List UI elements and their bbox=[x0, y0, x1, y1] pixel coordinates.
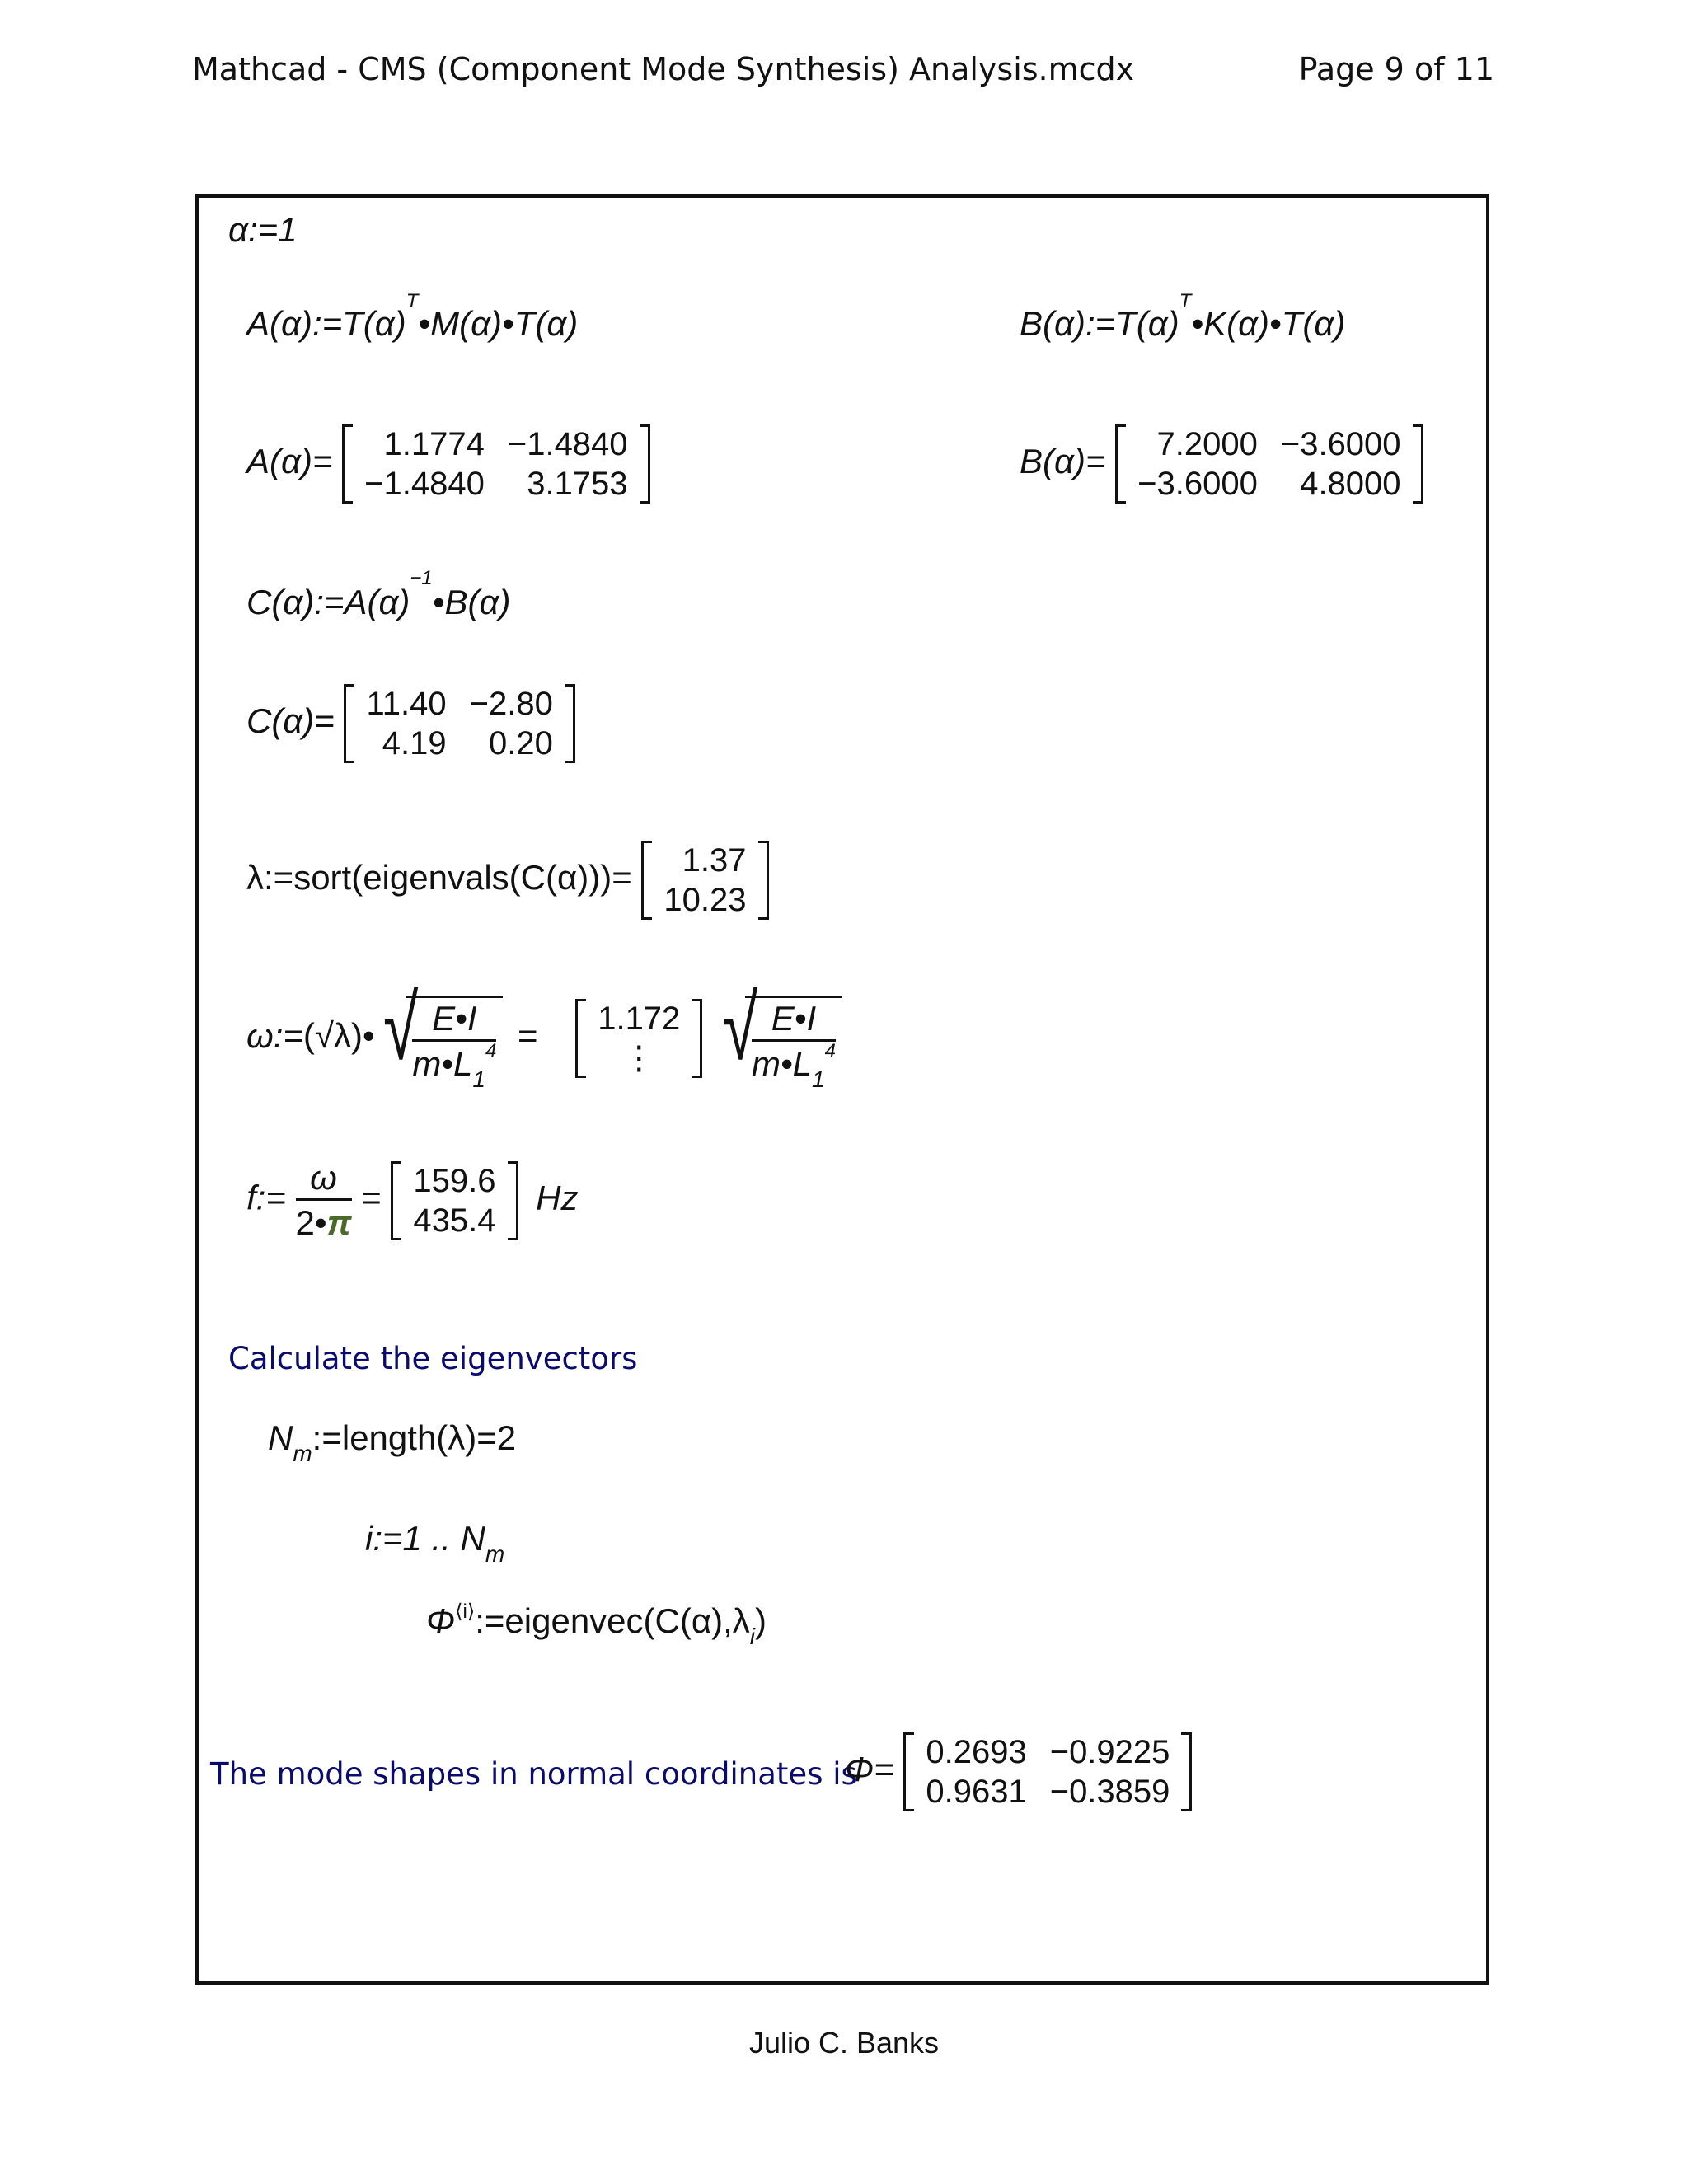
matrix-cell: 4.8000 bbox=[1300, 466, 1401, 502]
B-def-lhs: B(α):=T(α) bbox=[1020, 304, 1179, 343]
radical bbox=[745, 996, 842, 1092]
den-text: m•L bbox=[751, 1044, 813, 1083]
matrix-cell: 0.20 bbox=[488, 725, 553, 762]
equals-sign: = bbox=[361, 1178, 382, 1217]
Nm-subscript: m bbox=[293, 1441, 312, 1466]
matrix-cell: 0.9631 bbox=[926, 1774, 1027, 1810]
equals-sign: = bbox=[518, 1016, 538, 1056]
inverse-mark: −1 bbox=[410, 567, 433, 589]
omega-vector bbox=[575, 999, 702, 1078]
transpose-mark: T bbox=[1179, 290, 1192, 312]
Nm-definition[interactable] bbox=[268, 1418, 517, 1466]
fraction-denominator bbox=[751, 1040, 836, 1092]
A-def-lhs: A(α):=T(α) bbox=[246, 304, 406, 343]
phi-definition[interactable] bbox=[426, 1601, 767, 1649]
den-superscript: 4 bbox=[824, 1040, 836, 1062]
i-range-definition[interactable] bbox=[365, 1519, 505, 1567]
document-title: Mathcad - CMS (Component Mode Synthesis) Analysis.mcdx bbox=[192, 51, 1135, 87]
frequency-vector bbox=[391, 1161, 518, 1240]
B-matrix bbox=[1115, 424, 1423, 504]
matrix-cell: 3.1753 bbox=[527, 466, 628, 502]
matrix-cell: 1.172 bbox=[598, 1001, 681, 1037]
phi-evaluation[interactable] bbox=[845, 1732, 1192, 1811]
matrix-cell: 0.2693 bbox=[926, 1734, 1027, 1770]
Nm-symbol: N bbox=[268, 1418, 293, 1457]
matrix-cell: 10.23 bbox=[663, 882, 747, 918]
den-subscript: 1 bbox=[812, 1066, 825, 1092]
A-def-rhs: •M(α)•T(α) bbox=[418, 304, 579, 343]
matrix-cell: −2.80 bbox=[469, 686, 553, 722]
vectorized-sqrt-lambda: (√λ) bbox=[302, 1016, 363, 1056]
lambda-vector bbox=[641, 841, 768, 920]
C-def-lhs: C(α):=A(α) bbox=[246, 583, 410, 621]
den-text: 2• bbox=[295, 1203, 327, 1242]
C-def-rhs: •B(α) bbox=[432, 583, 511, 621]
page-number: Page 9 of 11 bbox=[1298, 51, 1494, 87]
omega-definition[interactable] bbox=[246, 996, 842, 1092]
fraction-numerator: √ E•I bbox=[752, 1001, 836, 1042]
phi-rhs: :=eigenvec(C(α),λ bbox=[475, 1601, 750, 1640]
matrix-cell: −3.6000 bbox=[1280, 426, 1401, 462]
B-definition[interactable] bbox=[1020, 290, 1346, 343]
matrix-cell: −0.9225 bbox=[1049, 1734, 1170, 1770]
omega-lhs: ω:= bbox=[246, 1016, 303, 1056]
phi-close: ) bbox=[755, 1601, 767, 1640]
phi-superscript: ⟨i⟩ bbox=[455, 1601, 476, 1623]
footer-author: Julio C. Banks bbox=[748, 2026, 940, 2060]
matrix-cell: −0.3859 bbox=[1049, 1774, 1170, 1810]
C-matrix bbox=[344, 684, 574, 763]
fraction bbox=[412, 999, 497, 1092]
dot-operator: • bbox=[362, 1016, 375, 1056]
mode-shapes-text: The mode shapes in normal coordinates is bbox=[210, 1756, 857, 1792]
matrix-cell: 11.40 bbox=[366, 686, 447, 722]
phi-subscript: i bbox=[749, 1624, 756, 1649]
fraction-numerator: √ E•I bbox=[412, 1001, 496, 1042]
matrix-cell: 1.1774 bbox=[383, 426, 485, 462]
pi-constant: π bbox=[326, 1203, 352, 1242]
fraction-denominator bbox=[296, 1201, 352, 1240]
worksheet-frame bbox=[195, 194, 1489, 1985]
fraction-denominator bbox=[412, 1040, 497, 1092]
matrix-cell: 435.4 bbox=[413, 1202, 496, 1239]
transpose-mark: T bbox=[406, 290, 419, 312]
matrix-cell: 159.6 bbox=[413, 1162, 496, 1199]
A-evaluation[interactable] bbox=[246, 424, 650, 504]
den-text: m•L bbox=[412, 1044, 473, 1083]
unit-label: Hz bbox=[536, 1178, 579, 1217]
i-range-text: i:=1 .. N bbox=[365, 1519, 485, 1558]
den-superscript: 4 bbox=[485, 1040, 497, 1062]
phi-symbol: Φ bbox=[426, 1601, 456, 1640]
matrix-cell: 4.19 bbox=[382, 725, 447, 762]
Nm-rhs: :=length(λ)=2 bbox=[312, 1418, 517, 1457]
radical bbox=[406, 996, 503, 1092]
ellipsis: ⋮ bbox=[622, 1040, 656, 1076]
den-subscript: 1 bbox=[472, 1066, 485, 1092]
phi-matrix bbox=[903, 1732, 1192, 1811]
matrix-cell: −1.4840 bbox=[364, 466, 485, 502]
section-heading: Calculate the eigenvectors bbox=[228, 1341, 638, 1376]
C-eval-lhs: C(α)= bbox=[246, 701, 335, 741]
C-evaluation[interactable] bbox=[246, 684, 575, 763]
fraction bbox=[751, 999, 836, 1092]
lambda-lhs: λ:=sort(eigenvals(C(α)))= bbox=[246, 858, 632, 898]
A-matrix bbox=[342, 424, 649, 504]
lambda-definition[interactable] bbox=[246, 841, 769, 920]
phi-eval-lhs: Φ= bbox=[845, 1750, 894, 1789]
C-definition[interactable] bbox=[246, 567, 511, 621]
alpha-definition[interactable]: α:=1 bbox=[228, 210, 298, 249]
matrix-cell: 1.37 bbox=[682, 842, 747, 879]
fraction bbox=[296, 1160, 352, 1240]
B-evaluation[interactable] bbox=[1020, 424, 1423, 504]
matrix-cell: 7.2000 bbox=[1156, 426, 1258, 462]
A-definition[interactable] bbox=[246, 290, 579, 343]
i-range-subscript: m bbox=[485, 1541, 505, 1567]
A-eval-lhs: A(α)= bbox=[246, 442, 333, 481]
matrix-cell: −1.4840 bbox=[507, 426, 628, 462]
f-lhs: f:= bbox=[246, 1178, 286, 1217]
matrix-cell: −3.6000 bbox=[1137, 466, 1258, 502]
fraction-numerator: ω bbox=[296, 1160, 352, 1201]
B-eval-lhs: B(α)= bbox=[1020, 442, 1106, 481]
B-def-rhs: •K(α)•T(α) bbox=[1191, 304, 1346, 343]
frequency-definition[interactable] bbox=[246, 1160, 579, 1240]
